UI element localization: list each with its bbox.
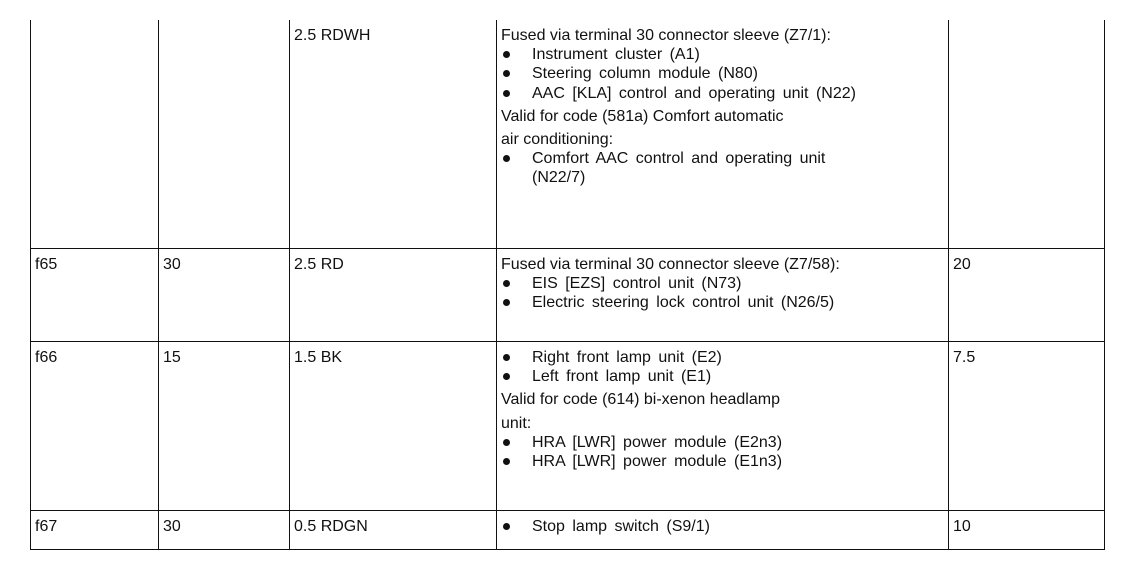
description-text: unit: bbox=[501, 414, 532, 432]
bullet-text: Instrument cluster (A1) bbox=[532, 46, 700, 64]
description-text: Valid for code (614) bi-xenon headlamp bbox=[501, 391, 780, 409]
fuse-cell: f65 bbox=[31, 249, 159, 342]
wire-cell: 2.5 RDWH bbox=[290, 20, 497, 249]
amps-cell: 10 bbox=[949, 511, 1105, 550]
bullet-item bbox=[501, 149, 944, 168]
fuse-cell: f67 bbox=[31, 511, 159, 550]
bullet-text: Right front lamp unit (E2) bbox=[532, 349, 722, 366]
bullet-item bbox=[501, 452, 944, 471]
bullet-icon bbox=[503, 439, 510, 446]
fuse-table bbox=[30, 20, 1105, 550]
table-row bbox=[31, 342, 1105, 511]
description-cell bbox=[497, 249, 949, 342]
terminal-cell: 30 bbox=[159, 511, 290, 550]
bullet-item bbox=[501, 293, 944, 312]
bullet-icon bbox=[503, 90, 510, 97]
table-row bbox=[31, 249, 1105, 342]
amps-cell bbox=[949, 20, 1105, 249]
bullet-text: Left front lamp unit (E1) bbox=[532, 368, 712, 386]
table-row bbox=[31, 511, 1105, 550]
bullet-text: AAC [KLA] control and operating unit (N22) bbox=[532, 84, 856, 102]
bullet-item bbox=[501, 517, 944, 536]
terminal-cell: 15 bbox=[159, 342, 290, 511]
description-cell bbox=[497, 511, 949, 550]
bullet-text: HRA [LWR] power module (E2n3) bbox=[532, 433, 783, 451]
description-cell bbox=[497, 20, 949, 249]
bullet-text: (N22/7) bbox=[532, 169, 586, 187]
bullet-item bbox=[501, 274, 944, 293]
bullet-icon bbox=[503, 280, 510, 287]
amps-cell: 7.5 bbox=[949, 342, 1105, 511]
bullet-item bbox=[501, 348, 944, 367]
amps-cell: 20 bbox=[949, 249, 1105, 342]
bullet-text: EIS [EZS] control unit (N73) bbox=[532, 275, 742, 293]
bullet-item bbox=[501, 168, 944, 187]
bullet-icon bbox=[503, 70, 510, 77]
bullet-text: Electric steering lock control unit (N26/5) bbox=[532, 294, 835, 312]
terminal-cell: 30 bbox=[159, 249, 290, 342]
bullet-text: HRA [LWR] power module (E1n3) bbox=[532, 452, 783, 470]
wire-cell: 1.5 BK bbox=[290, 342, 497, 511]
bullet-item bbox=[501, 64, 944, 83]
description-text: Fused via terminal 30 connector sleeve (Z7/58): bbox=[501, 256, 840, 273]
bullet-item bbox=[501, 45, 944, 64]
bullet-item bbox=[501, 367, 944, 386]
bullet-icon bbox=[503, 299, 510, 306]
fuse-table-body bbox=[31, 20, 1105, 550]
wire-cell: 0.5 RDGN bbox=[290, 511, 497, 550]
terminal-cell bbox=[159, 20, 290, 249]
bullet-icon bbox=[503, 51, 510, 58]
description-cell bbox=[497, 342, 949, 511]
bullet-icon bbox=[503, 458, 510, 465]
description-text: Valid for code (581a) Comfort automatic bbox=[501, 107, 784, 125]
description-text: Fused via terminal 30 connector sleeve (Z7/1): bbox=[501, 27, 831, 44]
bullet-text: Stop lamp switch (S9/1) bbox=[532, 518, 710, 535]
fuse-cell: f66 bbox=[31, 342, 159, 511]
bullet-text: Comfort AAC control and operating unit bbox=[532, 150, 826, 168]
bullet-text: Steering column module (N80) bbox=[532, 65, 758, 83]
description-text: air conditioning: bbox=[501, 130, 614, 148]
bullet-item bbox=[501, 84, 944, 103]
fuse-cell bbox=[31, 20, 159, 249]
table-row bbox=[31, 20, 1105, 249]
bullet-item bbox=[501, 433, 944, 452]
bullet-icon bbox=[503, 373, 510, 380]
bullet-icon bbox=[503, 354, 510, 361]
bullet-icon bbox=[503, 155, 510, 162]
bullet-icon bbox=[503, 523, 510, 530]
wire-cell: 2.5 RD bbox=[290, 249, 497, 342]
